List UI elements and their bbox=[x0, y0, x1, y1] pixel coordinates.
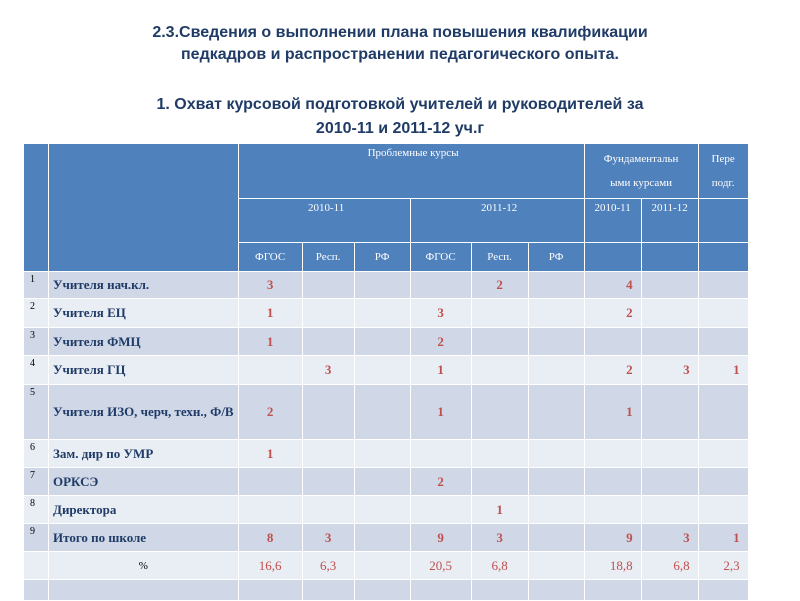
header-fgos-2: ФГОС bbox=[410, 243, 471, 272]
row-value-cell: 6,3 bbox=[302, 552, 354, 580]
row-value-cell bbox=[641, 580, 698, 601]
table-row bbox=[24, 385, 749, 440]
row-value-cell bbox=[238, 496, 302, 524]
table-row bbox=[24, 440, 749, 468]
row-label: Учителя ЕЦ bbox=[49, 299, 239, 328]
row-value-cell bbox=[698, 272, 748, 299]
header-rf-2: РФ bbox=[528, 243, 584, 272]
row-value-cell: 8 bbox=[238, 524, 302, 552]
header-pere-line-1: Пере bbox=[711, 153, 735, 165]
row-number: 9 bbox=[24, 524, 49, 552]
row-value-cell bbox=[698, 496, 748, 524]
header-corner-num bbox=[24, 144, 49, 272]
header-resp-2: Респ. bbox=[471, 243, 528, 272]
row-value-cell bbox=[238, 468, 302, 496]
row-value-cell bbox=[471, 468, 528, 496]
row-number: 6 bbox=[24, 440, 49, 468]
row-value-cell bbox=[584, 468, 641, 496]
row-value-cell bbox=[584, 580, 641, 601]
header-fund-year-2010-11: 2010-11 bbox=[584, 199, 641, 243]
row-value-cell bbox=[302, 496, 354, 524]
table-row bbox=[24, 356, 749, 385]
row-value-cell bbox=[528, 356, 584, 385]
row-value-cell bbox=[354, 272, 410, 299]
row-value-cell: 2 bbox=[410, 328, 471, 356]
row-value-cell: 1 bbox=[410, 385, 471, 440]
row-value-cell bbox=[410, 272, 471, 299]
row-value-cell: 18,8 bbox=[584, 552, 641, 580]
row-value-cell bbox=[641, 299, 698, 328]
row-label: ОРКСЭ bbox=[49, 468, 239, 496]
header-fundamental-courses bbox=[584, 144, 698, 199]
row-number bbox=[24, 552, 49, 580]
row-value-cell bbox=[471, 440, 528, 468]
row-number: 1 bbox=[24, 272, 49, 299]
page-title-line-2: педкадров и распространении педагогического опыта. bbox=[181, 46, 619, 63]
row-number: 4 bbox=[24, 356, 49, 385]
table-row bbox=[24, 468, 749, 496]
header-year-2010-11: 2010-11 bbox=[238, 199, 410, 243]
row-value-cell bbox=[354, 299, 410, 328]
row-value-cell bbox=[302, 385, 354, 440]
row-value-cell bbox=[354, 356, 410, 385]
table-row bbox=[24, 496, 749, 524]
row-value-cell: 3 bbox=[471, 524, 528, 552]
row-value-cell: 2,3 bbox=[698, 552, 748, 580]
row-value-cell bbox=[528, 385, 584, 440]
row-label: % bbox=[49, 552, 239, 580]
row-value-cell bbox=[641, 328, 698, 356]
row-value-cell: 1 bbox=[238, 440, 302, 468]
row-value-cell: 1 bbox=[238, 328, 302, 356]
row-value-cell bbox=[354, 496, 410, 524]
row-value-cell: 2 bbox=[238, 385, 302, 440]
row-value-cell bbox=[528, 524, 584, 552]
row-value-cell bbox=[302, 299, 354, 328]
table-row bbox=[24, 272, 749, 299]
row-value-cell: 6,8 bbox=[471, 552, 528, 580]
row-label: Учителя нач.кл. bbox=[49, 272, 239, 299]
row-value-cell bbox=[354, 385, 410, 440]
header-pere-line-2: подг. bbox=[711, 177, 735, 189]
table-row bbox=[24, 580, 749, 601]
row-value-cell bbox=[354, 552, 410, 580]
row-number: 8 bbox=[24, 496, 49, 524]
row-value-cell bbox=[354, 524, 410, 552]
row-label bbox=[49, 580, 239, 601]
row-value-cell bbox=[698, 299, 748, 328]
row-label: Учителя ГЦ bbox=[49, 356, 239, 385]
header-problem-courses: Проблемные курсы bbox=[238, 144, 584, 199]
row-value-cell: 3 bbox=[238, 272, 302, 299]
header-row-1 bbox=[24, 144, 749, 199]
row-value-cell bbox=[584, 496, 641, 524]
row-value-cell bbox=[641, 440, 698, 468]
header-fund-line-2: ыми курсами bbox=[610, 177, 673, 189]
row-value-cell bbox=[641, 496, 698, 524]
row-value-cell: 2 bbox=[410, 468, 471, 496]
row-value-cell bbox=[410, 440, 471, 468]
row-value-cell bbox=[698, 468, 748, 496]
header-blank-2 bbox=[641, 243, 698, 272]
row-value-cell bbox=[528, 468, 584, 496]
row-value-cell bbox=[471, 328, 528, 356]
row-value-cell bbox=[471, 385, 528, 440]
header-fgos-1: ФГОС bbox=[238, 243, 302, 272]
row-value-cell bbox=[528, 272, 584, 299]
row-value-cell: 3 bbox=[410, 299, 471, 328]
row-value-cell bbox=[528, 299, 584, 328]
row-value-cell bbox=[302, 272, 354, 299]
row-label: Учителя ИЗО, черч, техн., Ф/В bbox=[49, 385, 239, 440]
row-value-cell bbox=[528, 496, 584, 524]
row-value-cell: 1 bbox=[698, 524, 748, 552]
row-number: 7 bbox=[24, 468, 49, 496]
row-number: 2 bbox=[24, 299, 49, 328]
header-fund-year-2011-12: 2011-12 bbox=[641, 199, 698, 243]
table-row bbox=[24, 524, 749, 552]
table-row bbox=[24, 552, 749, 580]
table-row bbox=[24, 328, 749, 356]
header-corner-label bbox=[49, 144, 239, 272]
row-value-cell: 3 bbox=[302, 356, 354, 385]
row-value-cell bbox=[641, 468, 698, 496]
row-value-cell bbox=[354, 328, 410, 356]
header-fund-line-1: Фундаментальн bbox=[603, 153, 679, 165]
table-body bbox=[24, 272, 749, 601]
row-value-cell: 16,6 bbox=[238, 552, 302, 580]
row-value-cell bbox=[410, 496, 471, 524]
row-number bbox=[24, 580, 49, 601]
row-value-cell: 9 bbox=[410, 524, 471, 552]
row-value-cell bbox=[698, 580, 748, 601]
row-value-cell bbox=[641, 385, 698, 440]
row-value-cell bbox=[471, 580, 528, 601]
row-value-cell bbox=[354, 468, 410, 496]
row-value-cell: 1 bbox=[471, 496, 528, 524]
training-coverage-table bbox=[23, 143, 749, 601]
row-value-cell: 6,8 bbox=[641, 552, 698, 580]
subtitle-line-2: 2010-11 и 2011-12 уч.г bbox=[315, 120, 485, 137]
row-value-cell: 9 bbox=[584, 524, 641, 552]
row-value-cell bbox=[302, 440, 354, 468]
row-value-cell bbox=[698, 328, 748, 356]
header-blank-3 bbox=[698, 243, 748, 272]
row-value-cell bbox=[471, 299, 528, 328]
page-title-line-1: 2.3.Сведения о выполнении плана повышения квалификации bbox=[152, 24, 648, 41]
row-value-cell bbox=[238, 580, 302, 601]
row-value-cell bbox=[528, 440, 584, 468]
row-value-cell bbox=[302, 468, 354, 496]
header-year-2011-12: 2011-12 bbox=[410, 199, 584, 243]
row-value-cell bbox=[528, 552, 584, 580]
row-value-cell: 1 bbox=[410, 356, 471, 385]
row-value-cell bbox=[238, 356, 302, 385]
row-value-cell bbox=[584, 440, 641, 468]
row-value-cell: 20,5 bbox=[410, 552, 471, 580]
row-value-cell: 2 bbox=[584, 356, 641, 385]
row-label: Итого по школе bbox=[49, 524, 239, 552]
row-value-cell bbox=[471, 356, 528, 385]
row-value-cell bbox=[302, 580, 354, 601]
row-value-cell: 1 bbox=[698, 356, 748, 385]
row-value-cell: 3 bbox=[302, 524, 354, 552]
row-value-cell bbox=[698, 440, 748, 468]
row-label: Учителя ФМЦ bbox=[49, 328, 239, 356]
row-number: 3 bbox=[24, 328, 49, 356]
row-value-cell bbox=[528, 580, 584, 601]
row-label: Зам. дир по УМР bbox=[49, 440, 239, 468]
row-value-cell: 2 bbox=[584, 299, 641, 328]
row-value-cell: 2 bbox=[471, 272, 528, 299]
row-value-cell bbox=[698, 385, 748, 440]
row-number: 5 bbox=[24, 385, 49, 440]
row-value-cell bbox=[354, 440, 410, 468]
row-value-cell bbox=[641, 272, 698, 299]
header-resp-1: Респ. bbox=[302, 243, 354, 272]
header-empty bbox=[698, 199, 748, 243]
header-rf-1: РФ bbox=[354, 243, 410, 272]
header-blank-1 bbox=[584, 243, 641, 272]
table-row bbox=[24, 299, 749, 328]
row-value-cell: 3 bbox=[641, 524, 698, 552]
row-value-cell bbox=[584, 328, 641, 356]
row-value-cell: 1 bbox=[584, 385, 641, 440]
row-value-cell: 1 bbox=[238, 299, 302, 328]
row-value-cell bbox=[354, 580, 410, 601]
row-value-cell bbox=[528, 328, 584, 356]
row-value-cell: 4 bbox=[584, 272, 641, 299]
row-value-cell: 3 bbox=[641, 356, 698, 385]
row-label: Директора bbox=[49, 496, 239, 524]
row-value-cell bbox=[302, 328, 354, 356]
header-retraining bbox=[698, 144, 748, 199]
subtitle-line-1: 1. Охват курсовой подготовкой учителей и руководителей за bbox=[156, 96, 644, 113]
row-value-cell bbox=[410, 580, 471, 601]
